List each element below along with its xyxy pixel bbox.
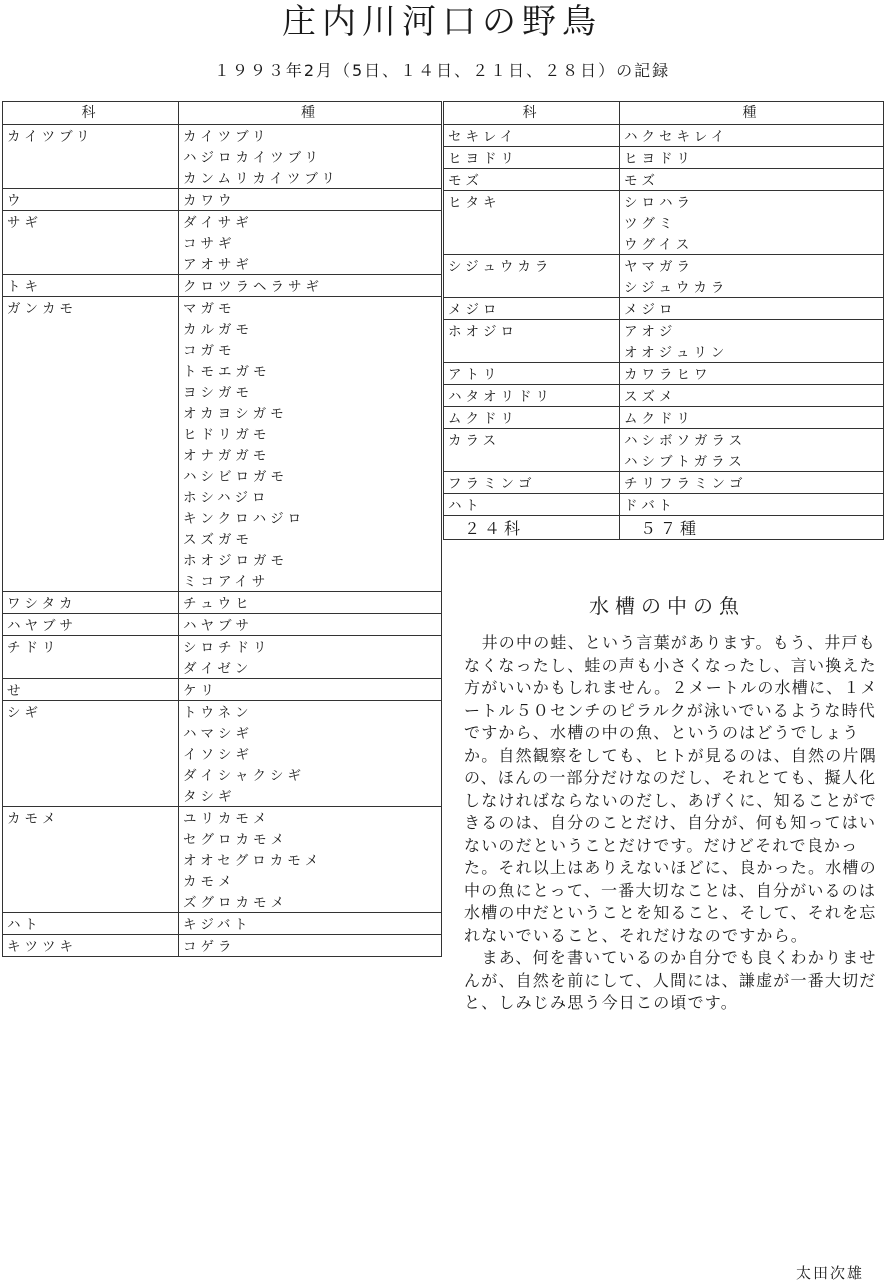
family-cell: ガンカモ (3, 297, 179, 592)
species-cell: ダイゼン (179, 657, 442, 679)
species-cell: メジロ (620, 298, 884, 320)
species-cell: オオセグロカモメ (179, 849, 442, 870)
author-name: 太田次雄 (796, 1264, 865, 1282)
total-families: ２４科 (444, 516, 620, 540)
species-cell: ホオジロガモ (179, 549, 442, 570)
essay-body (464, 632, 884, 1015)
family-cell: ヒヨドリ (444, 147, 620, 169)
table-row (444, 191, 884, 213)
species-cell: ドバト (620, 494, 884, 516)
family-cell: チドリ (3, 636, 179, 679)
table-row (444, 472, 884, 494)
species-cell: ケリ (179, 679, 442, 701)
species-cell: ハマシギ (179, 722, 442, 743)
species-cell: ハヤブサ (179, 614, 442, 636)
header-species: 種 (620, 102, 884, 125)
family-cell: シギ (3, 701, 179, 807)
species-cell: ヒドリガモ (179, 423, 442, 444)
species-cell: アオサギ (179, 253, 442, 275)
species-cell: モズ (620, 169, 884, 191)
essay-title: 水槽の中の魚 (589, 594, 745, 618)
table-row (3, 189, 442, 211)
species-cell: カンムリカイツブリ (179, 167, 442, 189)
species-cell: マガモ (179, 297, 442, 319)
species-cell: オカヨシガモ (179, 402, 442, 423)
species-cell: ハシブトガラス (620, 450, 884, 472)
species-cell: オオジュリン (620, 341, 884, 363)
species-cell: ミコアイサ (179, 570, 442, 592)
species-cell: ダイシャクシギ (179, 764, 442, 785)
species-cell: ハクセキレイ (620, 125, 884, 147)
table-row (444, 147, 884, 169)
table-row (3, 701, 442, 723)
table-row (444, 407, 884, 429)
table-row (444, 125, 884, 147)
table-row (3, 679, 442, 701)
species-cell: シロチドリ (179, 636, 442, 658)
family-cell: アトリ (444, 363, 620, 385)
essay-paragraph: 井の中の蛙、という言葉があります。もう、井戸もなくなったし、蛙の声も小さくなったし、言い換えた方がいいかもしれません。２メートルの水槽に、１メートル５０センチのピラルクが泳いでいるような時代ですから、水槽の中の魚、というのはどうでしょうか。自然観察をしても、ヒトが見るのは、自然の片隅の、ほんの一部分だけなのだし、それとても、擬人化しなければならないのだし、あげくに、知ることができるのは、自分のことだけ、自分が、何も知ってはいないのだということだけです。だけどそれで良かった。それ以上はありえないほどに、良かった。水槽の中の魚にとって、一番大切なことは、自分がいるのは水槽の中だということを知ること、そして、それを忘れないでいること、それだけなのですから。 (464, 633, 878, 945)
species-cell: スズガモ (179, 528, 442, 549)
species-cell: シロハラ (620, 191, 884, 213)
species-cell: キジバト (179, 913, 442, 935)
species-cell: ホシハジロ (179, 486, 442, 507)
family-cell: トキ (3, 275, 179, 297)
family-cell: ワシタカ (3, 592, 179, 614)
record-date-subtitle: １９９３年2月（5日、１４日、２１日、２８日）の記録 (213, 61, 671, 80)
species-cell: コサギ (179, 232, 442, 253)
table-row (3, 935, 442, 957)
species-cell: スズメ (620, 385, 884, 407)
family-cell: カモメ (3, 807, 179, 913)
family-cell: ハヤブサ (3, 614, 179, 636)
family-cell: サギ (3, 211, 179, 275)
table-row (444, 385, 884, 407)
species-cell: ヒヨドリ (620, 147, 884, 169)
table-row (444, 429, 884, 451)
species-cell: カイツブリ (179, 125, 442, 147)
species-cell: ヤマガラ (620, 255, 884, 277)
species-cell: ムクドリ (620, 407, 884, 429)
species-cell: ツグミ (620, 212, 884, 233)
family-cell: メジロ (444, 298, 620, 320)
total-species: ５７種 (620, 516, 884, 540)
family-cell: ヒタキ (444, 191, 620, 255)
family-cell: ハト (444, 494, 620, 516)
table-row (3, 614, 442, 636)
bird-table-right (443, 101, 884, 540)
species-cell: コガモ (179, 339, 442, 360)
species-cell: カルガモ (179, 318, 442, 339)
table-row (444, 298, 884, 320)
family-cell: ハタオリドリ (444, 385, 620, 407)
table-row (3, 592, 442, 614)
bird-table-right-body (444, 125, 884, 516)
species-cell: トモエガモ (179, 360, 442, 381)
page-title: 庄内川河口の野鳥 (282, 2, 602, 42)
bird-table-left-body (3, 125, 442, 957)
species-cell: カワウ (179, 189, 442, 211)
family-cell: カラス (444, 429, 620, 472)
species-cell: チリフラミンゴ (620, 472, 884, 494)
family-cell: ムクドリ (444, 407, 620, 429)
essay-paragraph: まあ、何を書いているのか自分でも良くわかりませんが、自然を前にして、人間には、謙虚が一番大切だと、しみじみ思う今日この頃です。 (464, 948, 877, 1012)
header-species: 種 (179, 102, 442, 125)
table-row (444, 494, 884, 516)
family-cell: セキレイ (444, 125, 620, 147)
species-cell: ズグロカモメ (179, 891, 442, 913)
species-cell: ハシビロガモ (179, 465, 442, 486)
table-row (444, 169, 884, 191)
species-cell: コゲラ (179, 935, 442, 957)
species-cell: ユリカモメ (179, 807, 442, 829)
family-cell: ウ (3, 189, 179, 211)
table-row (444, 255, 884, 277)
table-row (3, 913, 442, 935)
table-row (444, 320, 884, 342)
table-row (3, 125, 442, 147)
family-cell: モズ (444, 169, 620, 191)
species-cell: カワラヒワ (620, 363, 884, 385)
species-cell: ハジロカイツブリ (179, 146, 442, 167)
table-row (444, 363, 884, 385)
family-cell: フラミンゴ (444, 472, 620, 494)
total-row (444, 516, 884, 540)
species-cell: ダイサギ (179, 211, 442, 233)
header-family: 科 (3, 102, 179, 125)
family-cell: ハト (3, 913, 179, 935)
species-cell: ハシボソガラス (620, 429, 884, 451)
header-family: 科 (444, 102, 620, 125)
family-cell: カイツブリ (3, 125, 179, 189)
family-cell: キツツキ (3, 935, 179, 957)
species-cell: ウグイス (620, 233, 884, 255)
table-row (3, 275, 442, 297)
family-cell: シジュウカラ (444, 255, 620, 298)
table-row (3, 297, 442, 319)
species-cell: イソシギ (179, 743, 442, 764)
species-cell: カモメ (179, 870, 442, 891)
table-row (3, 211, 442, 233)
table-row (3, 807, 442, 829)
species-cell: トウネン (179, 701, 442, 723)
bird-table-left (2, 101, 442, 957)
species-cell: セグロカモメ (179, 828, 442, 849)
species-cell: クロツラヘラサギ (179, 275, 442, 297)
species-cell: オナガガモ (179, 444, 442, 465)
family-cell: ホオジロ (444, 320, 620, 363)
species-cell: シジュウカラ (620, 276, 884, 298)
species-cell: ヨシガモ (179, 381, 442, 402)
species-cell: アオジ (620, 320, 884, 342)
table-row (3, 636, 442, 658)
species-cell: チュウヒ (179, 592, 442, 614)
species-cell: タシギ (179, 785, 442, 807)
species-cell: キンクロハジロ (179, 507, 442, 528)
family-cell: せ (3, 679, 179, 701)
